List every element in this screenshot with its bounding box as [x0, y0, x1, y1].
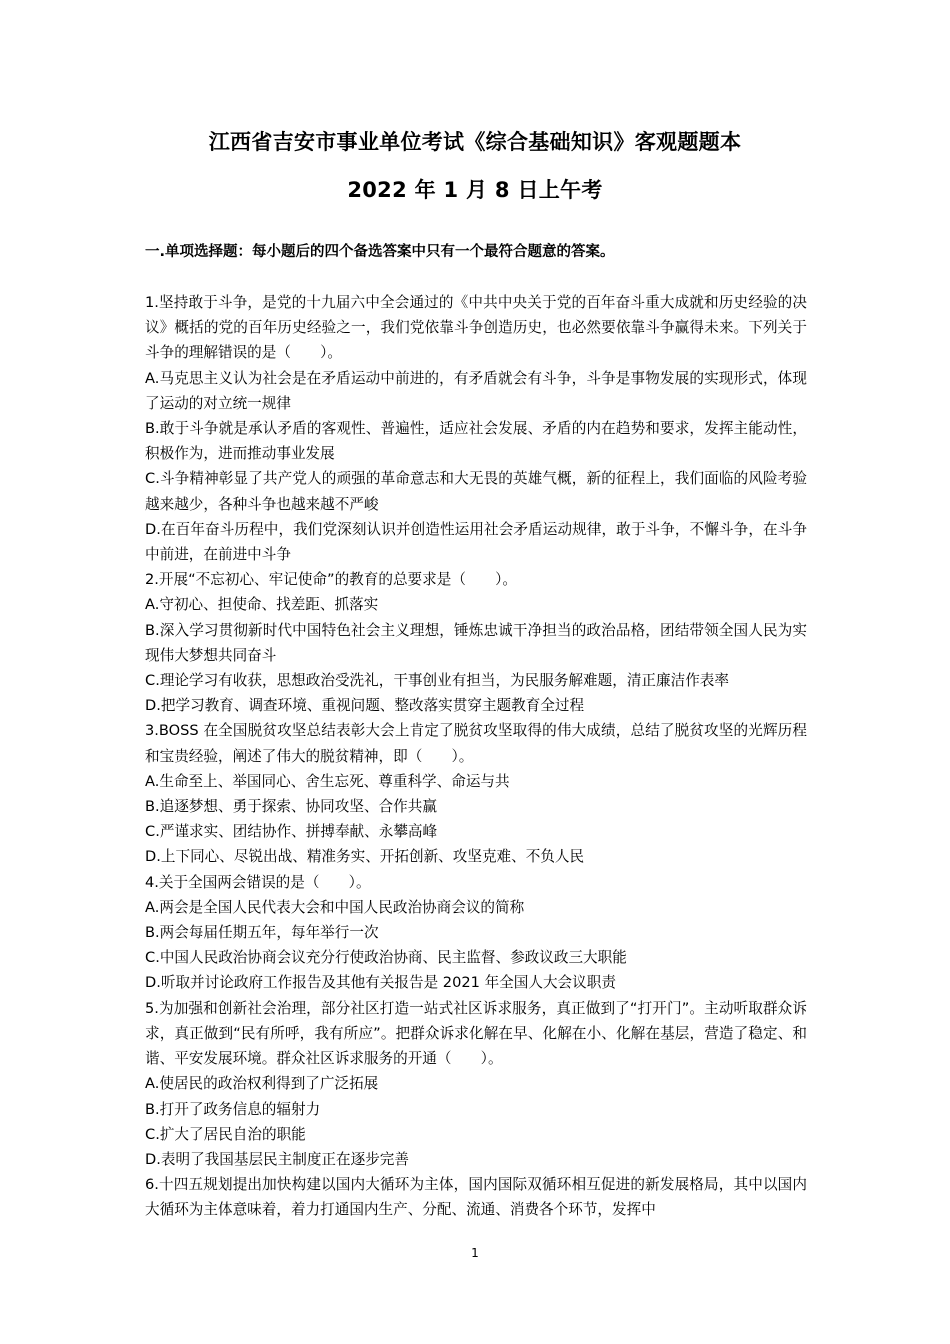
question-3-option-c: C.严谨求实、团结协作、拼搏奉献、永攀高峰: [145, 823, 438, 841]
document-subtitle: 2022 年 1 月 8 日上午考: [347, 178, 603, 202]
question-3-option-b: B.追逐梦想、勇于探索、协同攻坚、合作共赢: [145, 798, 437, 816]
question-2-option-c: C.理论学习有收获，思想政治受洗礼，干事创业有担当，为民服务解难题，清正廉洁作表率: [145, 672, 729, 690]
question-3-option-a: A.生命至上、举国同心、舍生忘死、尊重科学、命运与共: [145, 772, 510, 790]
question-1-option-d: D.在百年奋斗历程中，我们党深刻认识并创造性运用社会矛盾运动规律，敢于斗争，不懈斗争，在斗争中前进，在前进中斗争: [145, 520, 807, 564]
question-6-stem: 6.十四五规划提出加快构建以国内大循环为主体，国内国际双循环相互促进的新发展格局，其中以国内大循环为主体意味着，着力打通国内生产、分配、流通、消费各个环节，发挥中: [145, 1176, 807, 1219]
question-5-option-b: B.打开了政务信息的辐射力: [145, 1100, 321, 1118]
document-title: 江西省吉安市事业单位考试《综合基础知识》客观题题本: [208, 130, 742, 154]
question-4-stem: 4.关于全国两会错误的是（ ）。: [145, 873, 371, 891]
question-1-option-c: C.斗争精神彰显了共产党人的顽强的革命意志和大无畏的英雄气概，新的征程上，我们面临的风险考验越来越少，各种斗争也越来越不严峻: [145, 470, 807, 513]
question-5-option-c: C.扩大了居民自治的职能: [145, 1125, 306, 1143]
question-5-option-d: D.表明了我国基层民主制度正在逐步完善: [145, 1150, 409, 1168]
question-2-option-b: B.深入学习贯彻新时代中国特色社会主义理想，锤炼忠诚干净担当的政治品格，团结带领全国人民为实现伟大梦想共同奋斗: [145, 621, 807, 664]
question-content: [145, 290, 807, 1223]
question-4-option-c: C.中国人民政治协商会议充分行使政治协商、民主监督、参政议政三大职能: [145, 949, 627, 967]
question-1-option-a: A.马克思主义认为社会是在矛盾运动中前进的，有矛盾就会有斗争，斗争是事物发展的实现形式，体现了运动的对立统一规律: [145, 369, 807, 412]
question-4-option-b: B.两会每届任期五年，每年举行一次: [145, 924, 379, 942]
question-1-option-b: B.敢于斗争就是承认矛盾的客观性、普遍性，适应社会发展、矛盾的内在趋势和要求，发挥主能动性，积极作为，进而推动事业发展: [145, 420, 807, 463]
question-2-option-a: A.守初心、担使命、找差距、抓落实: [145, 596, 379, 614]
question-3-stem: 3.BOSS 在全国脱贫攻坚总结表彰大会上肯定了脱贫攻坚取得的伟大成绩，总结了脱贫攻坚的光辉历程和宝贵经验，阐述了伟大的脱贫精神，即（ ）。: [145, 722, 807, 765]
question-2-option-d: D.把学习教育、调查环境、重视问题、整改落实贯穿主题教育全过程: [145, 697, 585, 715]
question-5-stem: 5.为加强和创新社会治理，部分社区打造一站式社区诉求服务，真正做到了“打开门”。主动听取群众诉求，真正做到“民有所呼，我有所应”。把群众诉求化解在早、化解在小、化解在基层，营造了稳定、和谐、平安发展环境。群众社区诉求服务的开通（ ）。: [145, 999, 807, 1068]
question-3-option-d: D.上下同心、尽锐出战、精准务实、开拓创新、攻坚克难、不负人民: [145, 848, 585, 866]
question-4-option-d: D.听取并讨论政府工作报告及其他有关报告是 2021 年全国人大会议职责: [145, 974, 616, 992]
question-1-stem: 1.坚持敢于斗争，是党的十九届六中全会通过的《中共中央关于党的百年奋斗重大成就和历史经验的决议》概括的党的百年历史经验之一，我们党依靠斗争创造历史，也必然要依靠斗争赢得未来。下列关于斗争的理解错误的是（ ）。: [145, 294, 807, 362]
page-number: 1: [471, 1246, 479, 1260]
question-4-option-a: A.两会是全国人民代表大会和中国人民政治协商会议的简称: [145, 898, 525, 916]
question-2-stem: 2.开展“不忘初心、牢记使命”的教育的总要求是（ ）。: [145, 571, 517, 589]
section-heading: 一.单项选择题：每小题后的四个备选答案中只有一个最符合题意的答案。: [145, 244, 615, 260]
question-5-option-a: A.使居民的政治权利得到了广泛拓展: [145, 1075, 379, 1093]
